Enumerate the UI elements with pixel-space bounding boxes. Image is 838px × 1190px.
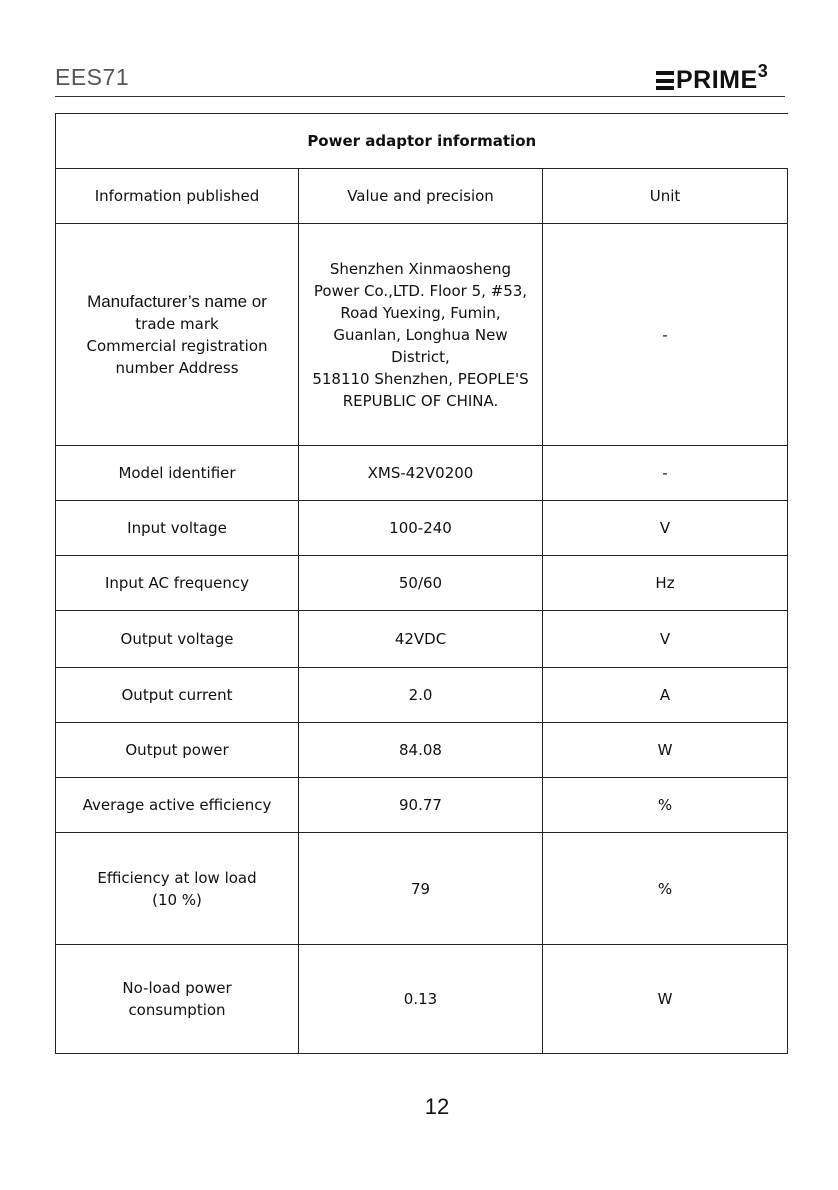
header-divider [55,96,785,97]
manufacturer-label-line: trade mark [135,314,219,333]
table-row [56,778,788,833]
table-row-low-load [56,833,788,945]
page-number: 12 [424,1094,450,1119]
row-value: 90.77 [299,778,543,833]
column-header-information: Information published [56,169,299,224]
no-load-unit: W [543,945,788,1054]
table-row [56,611,788,668]
power-adaptor-table [55,113,788,1054]
manufacturer-label-line: Manufacturer’s name or [87,291,267,311]
table-row [56,446,788,501]
manufacturer-label-line: Commercial registration [86,336,268,355]
brand-superscript: 3 [757,61,768,81]
table-header-row [56,169,788,224]
brand-name: PRIME [676,66,758,94]
manufacturer-value-line: Road Yuexing, Fumin, [340,303,501,322]
low-load-label-line: (10 %) [152,890,202,909]
row-unit: V [543,501,788,556]
low-load-unit: % [543,833,788,945]
manufacturer-label-line: number Address [115,358,239,377]
manufacturer-value-line: Shenzhen Xinmaosheng [329,259,512,278]
table-row [56,556,788,611]
low-load-label [56,833,299,945]
no-load-label [56,945,299,1054]
row-value: 84.08 [299,723,543,778]
row-label: Output current [56,668,299,723]
row-label: Input AC frequency [56,556,299,611]
row-label: Output power [56,723,299,778]
no-load-value: 0.13 [299,945,543,1054]
row-label: Average active efficiency [56,778,299,833]
manufacturer-unit: - [543,224,788,446]
column-header-value: Value and precision [299,169,543,224]
manufacturer-value-line: 518110 Shenzhen, PEOPLE'S [312,369,529,388]
table-row-no-load [56,945,788,1054]
no-load-label-line: No-load power [122,979,232,997]
row-unit: W [543,723,788,778]
row-unit: Hz [543,556,788,611]
manufacturer-value-line: Power Co.,LTD. Floor 5, #53, [313,281,528,300]
table-row [56,723,788,778]
row-label: Output voltage [56,611,299,668]
manufacturer-value [299,224,543,446]
row-value: 2.0 [299,668,543,723]
row-value: 42VDC [299,611,543,668]
table-title-row [56,114,788,169]
low-load-label-line: Efficiency at low load [97,868,257,887]
row-label: Model identifier [56,446,299,501]
row-value: XMS-42V0200 [299,446,543,501]
manufacturer-value-line: REPUBLIC OF CHINA. [342,391,499,410]
row-unit: - [543,446,788,501]
column-header-unit: Unit [543,169,788,224]
brand-lines-icon [656,71,674,90]
document-model: EES71 [55,64,130,90]
row-unit: A [543,668,788,723]
table-row [56,668,788,723]
manufacturer-value-line: Guanlan, Longhua New [333,325,508,344]
row-value: 50/60 [299,556,543,611]
manufacturer-value-line: District, [391,347,450,366]
row-value: 100-240 [299,501,543,556]
no-load-label-line: consumption [128,1001,226,1019]
row-unit: % [543,778,788,833]
brand-logo [656,61,768,96]
table-row-manufacturer [56,224,788,446]
table-row [56,501,788,556]
row-label: Input voltage [56,501,299,556]
low-load-value: 79 [299,833,543,945]
row-unit: V [543,611,788,668]
manufacturer-label [56,224,299,446]
table-title: Power adaptor information [56,114,788,169]
